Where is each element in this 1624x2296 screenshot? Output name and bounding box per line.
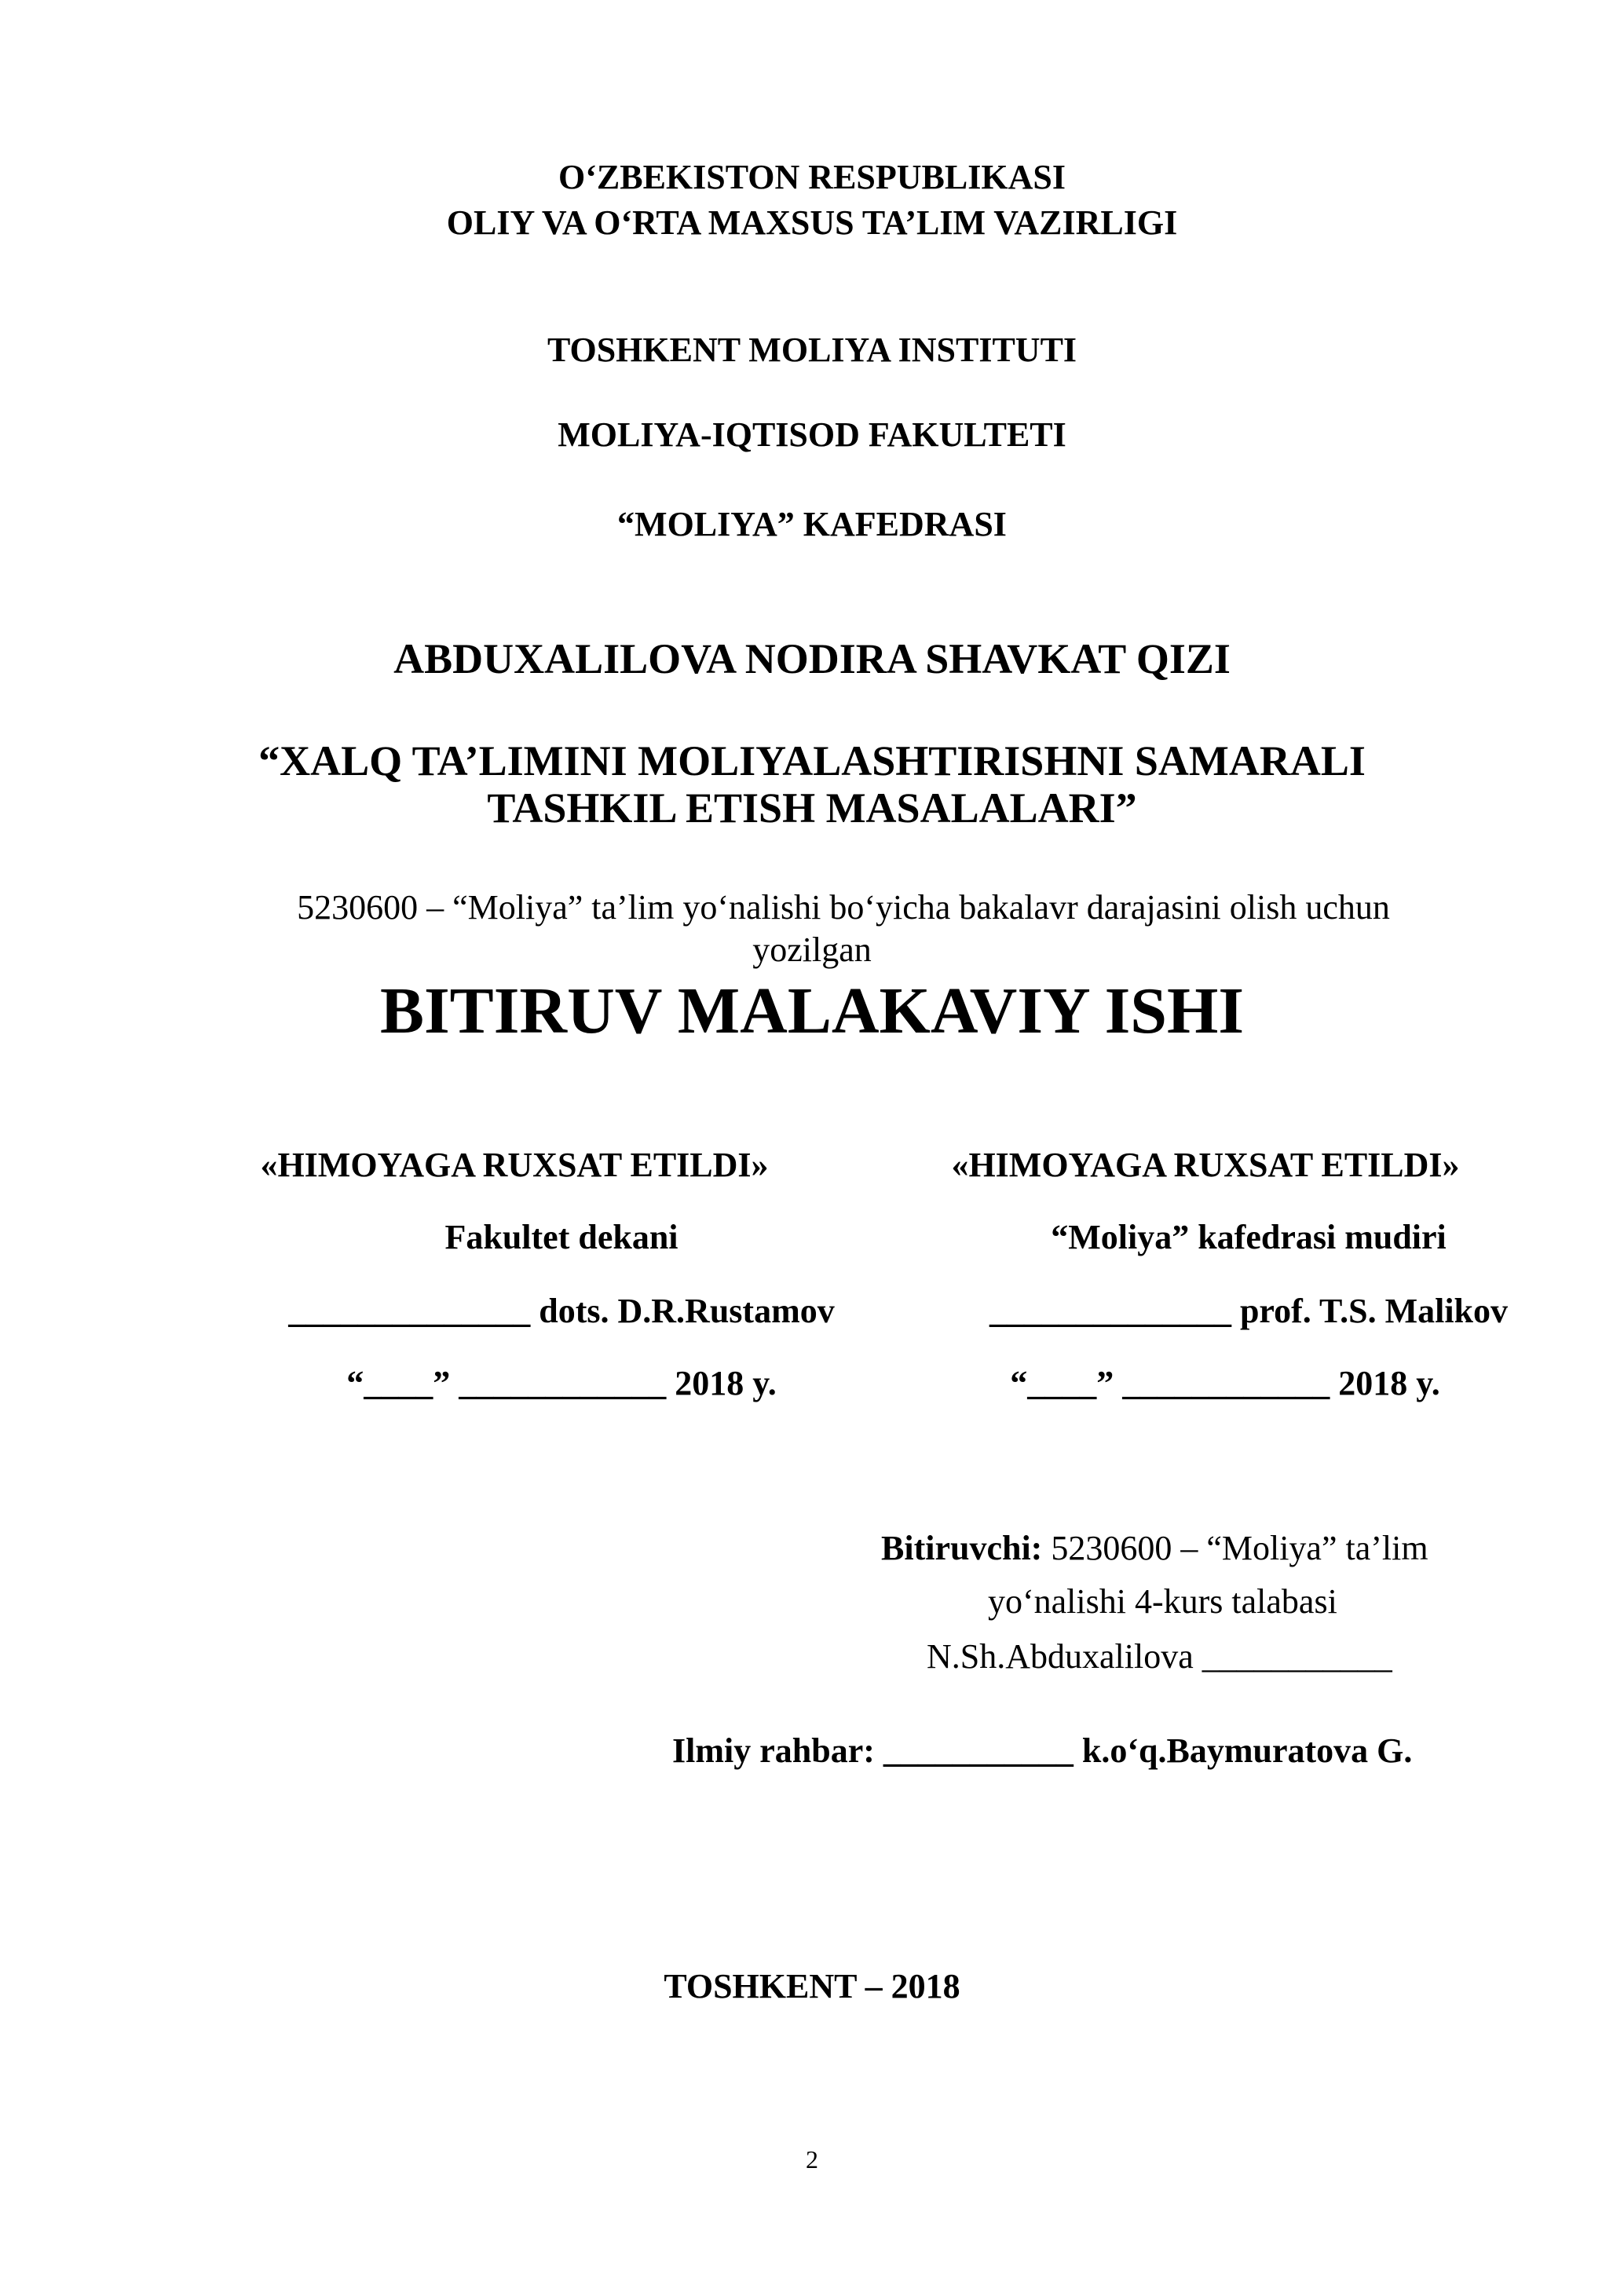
department-heading: “MOLIYA” KAFEDRASI	[617, 505, 1007, 543]
graduate-line-2: yo‘nalishi 4-kurs talabasi	[988, 1582, 1337, 1621]
page-number: 2	[806, 2145, 818, 2174]
left-approval-role: Fakultet dekani	[444, 1218, 678, 1256]
right-approval-heading: «HIMOYAGA RUXSAT ETILDI»	[951, 1146, 1460, 1184]
right-approval-date: “____” ____________ 2018 y.	[1010, 1364, 1440, 1402]
ministry-heading: OLIY VA O‘RTA MAXSUS TA’LIM VAZIRLIGI	[446, 203, 1178, 242]
right-approval-role: “Moliya” kafedrasi mudiri	[1051, 1218, 1447, 1256]
graduate-line-1	[881, 1531, 1428, 1566]
author-name: ABDUXALILOVA NODIRA SHAVKAT QIZI	[393, 635, 1231, 682]
supervisor-label: Ilmiy rahbar:	[672, 1731, 875, 1770]
faculty-heading: MOLIYA-IQTISOD FAKULTETI	[558, 415, 1066, 454]
graduate-label: Bitiruvchi:	[881, 1529, 1043, 1567]
left-approval-heading: «HIMOYAGA RUXSAT ETILDI»	[260, 1146, 769, 1184]
graduate-line-3: N.Sh.Abduxalilova ___________	[927, 1637, 1392, 1676]
purpose-line-1: 5230600 – “Moliya” ta’lim yo‘nalishi bo‘yicha bakalavr darajasini olish uchun	[297, 888, 1390, 927]
work-type-title: BITIRUV MALAKAVIY ISHI	[379, 974, 1245, 1047]
topic-line-2: TASHKIL ETISH MASALALARI”	[487, 784, 1137, 832]
left-approval-date: “____” ____________ 2018 y.	[346, 1364, 777, 1402]
city-year: TOSHKENT – 2018	[664, 1967, 960, 2005]
purpose-line-2: yozilgan	[752, 930, 872, 969]
right-approval-signature: ______________ prof. T.S. Malikov	[989, 1292, 1509, 1330]
topic-line-1: “XALQ TA’LIMINI MOLIYALASHTIRISHNI SAMARALI	[258, 737, 1366, 784]
republic-heading: O‘ZBEKISTON RESPUBLIKASI	[558, 158, 1066, 196]
supervisor-line	[672, 1731, 1413, 1770]
graduate-program: 5230600 – “Moliya” ta’lim	[1042, 1529, 1428, 1567]
supervisor-name: ___________ k.o‘q.Baymuratova G.	[874, 1731, 1413, 1770]
institute-heading: TOSHKENT MOLIYA INSTITUTI	[547, 331, 1077, 369]
left-approval-signature: ______________ dots. D.R.Rustamov	[288, 1292, 835, 1330]
